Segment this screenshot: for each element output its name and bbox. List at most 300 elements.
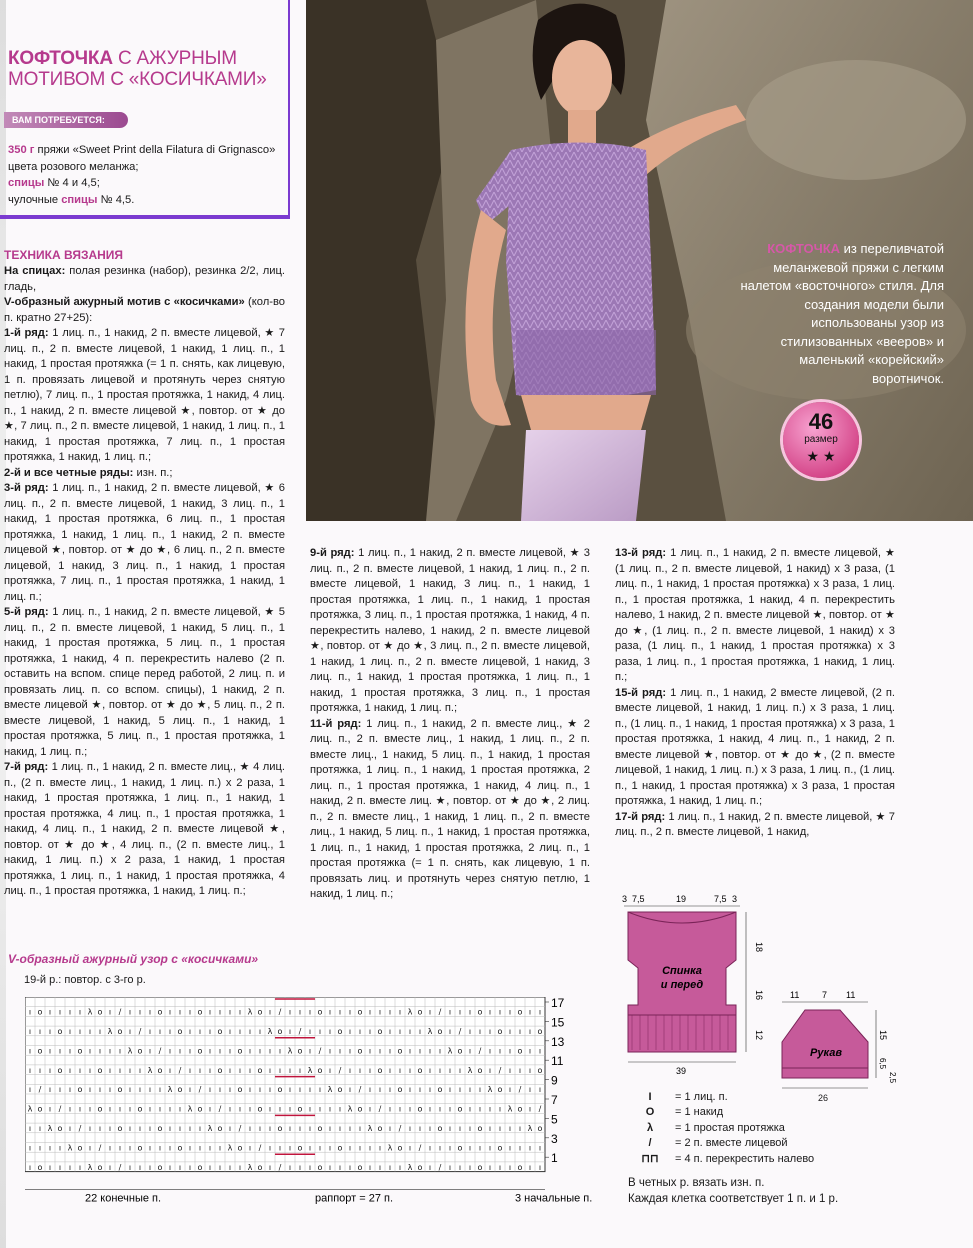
chart-cell: o bbox=[97, 1065, 103, 1075]
row-label: 3 bbox=[551, 1131, 558, 1146]
chart-cell: ı bbox=[48, 1007, 52, 1017]
chart-cell: / bbox=[78, 1123, 82, 1133]
chart-cell: ı bbox=[368, 1104, 372, 1114]
legend-symbol: ⊓⊓ bbox=[641, 1152, 659, 1165]
dim-top-3: 19 bbox=[676, 894, 687, 904]
chart-cell: / bbox=[118, 1162, 122, 1172]
chart-cell: o bbox=[397, 1143, 403, 1153]
chart-cell: / bbox=[538, 1104, 542, 1114]
chart-cell: o bbox=[497, 1085, 503, 1095]
chart-cell: ı bbox=[348, 1065, 352, 1075]
difficulty-stars: ★ ★ bbox=[806, 448, 836, 464]
chart-cell: ı bbox=[268, 1143, 272, 1153]
chart-cell: o bbox=[337, 1026, 343, 1036]
chart-cell: ı bbox=[278, 1046, 282, 1056]
chart-cell: ı bbox=[148, 1026, 152, 1036]
chart-cell: ı bbox=[448, 1104, 452, 1114]
chart-cell: ı bbox=[88, 1065, 92, 1075]
chart-cell: ı bbox=[528, 1007, 532, 1017]
legend-symbol: O bbox=[645, 1106, 655, 1119]
chart-cell: ı bbox=[288, 1143, 292, 1153]
chart-cell: ı bbox=[308, 1123, 312, 1133]
chart-cell: o bbox=[57, 1065, 63, 1075]
chart-cell: o bbox=[77, 1143, 83, 1153]
chart-cell: ı bbox=[288, 1065, 292, 1075]
technique-header: ТЕХНИКА ВЯЗАНИЯ bbox=[4, 248, 124, 262]
chart-cell: o bbox=[417, 1104, 423, 1114]
chart-cell: ı bbox=[468, 1143, 472, 1153]
chart-cell: ı bbox=[228, 1162, 232, 1172]
instruction-paragraph: 9-й ряд: 1 лиц. п., 1 накид, 2 п. вместе лицевой, ★ 3 лиц. п., 2 п. вместе лицевой, 1 накид, 1 лиц. п., 2 п. вместе лицевой, 1 накид, 3 лиц. п., 1 накид, 1 простая протяжка, 1 лиц. п., 1 накид, 1 простая протяжка, 3 лиц. п., 1 простая протяжка, 1 накид, 4 п. перекрестить налево, 1 накид, 2 п. вместе лицевой ★, повтор. от ★ до ★, 3 лиц. п., 2 п. вместе лицевой, 1 накид, 1 лиц. п., 2 п. вместе лицевой, 1 накид, 3 лиц. п., 1 накид, 1 простая протяжка, 1 лиц. п., 1 накид, 1 простая протяжка, 3 лиц. п., 1 простая протяжка, 1 накид, 1 лиц. п.; bbox=[310, 547, 590, 714]
legend-item bbox=[625, 1136, 814, 1151]
chart-cell: ı bbox=[338, 1104, 342, 1114]
chart-cell: ı bbox=[168, 1162, 172, 1172]
article-title: КОФТОЧКА С АЖУРНЫМ МОТИВОМ С «КОСИЧКАМИ» bbox=[8, 48, 267, 90]
instruction-paragraph: 2-й и все четные ряды: изн. п.; bbox=[4, 466, 173, 479]
chart-cell: ı bbox=[298, 1162, 302, 1172]
body-label-2: и перед bbox=[660, 979, 704, 991]
chart-cell: λ bbox=[487, 1085, 493, 1095]
chart-cell: ı bbox=[208, 1143, 212, 1153]
chart-cell: ı bbox=[78, 1007, 82, 1017]
legend-text: = 4 п. перекрестить налево bbox=[675, 1152, 815, 1165]
chart-cell: ı bbox=[58, 1046, 62, 1056]
chart-cell: / bbox=[438, 1162, 442, 1172]
chart-cell: ı bbox=[388, 1162, 392, 1172]
chart-cell: ı bbox=[48, 1104, 52, 1114]
chart-cell: ı bbox=[318, 1143, 322, 1153]
chart-cell: ı bbox=[528, 1085, 532, 1095]
chart-cell: ı bbox=[108, 1123, 112, 1133]
sleeve-label: Рукав bbox=[810, 1047, 842, 1059]
chart-cell: ı bbox=[98, 1123, 102, 1133]
chart-cell: ı bbox=[158, 1143, 162, 1153]
chart-cell: / bbox=[398, 1123, 402, 1133]
chart-cell: ı bbox=[258, 1046, 262, 1056]
chart-cell: ı bbox=[338, 1162, 342, 1172]
chart-cell: ı bbox=[448, 1123, 452, 1133]
chart-cell: λ bbox=[507, 1104, 513, 1114]
chart-cell: ı bbox=[538, 1085, 542, 1095]
chart-cell: ı bbox=[248, 1065, 252, 1075]
chart-cell: ı bbox=[478, 1143, 482, 1153]
chart-cell: ı bbox=[398, 1104, 402, 1114]
row-label: 1 bbox=[551, 1151, 558, 1166]
chart-cell: ı bbox=[298, 1065, 302, 1075]
chart-cell: ı bbox=[508, 1026, 512, 1036]
chart-cell: ı bbox=[328, 1143, 332, 1153]
chart-cell: ı bbox=[468, 1007, 472, 1017]
chart-cell: ı bbox=[308, 1026, 312, 1036]
chart-cell: λ bbox=[407, 1007, 413, 1017]
chart-cell: o bbox=[117, 1085, 123, 1095]
chart-cell: ı bbox=[308, 1143, 312, 1153]
chart-cell: ı bbox=[28, 1123, 32, 1133]
chart-note: 19-й р.: повтор. с 3-го р. bbox=[24, 974, 146, 986]
chart-cell: o bbox=[317, 1065, 323, 1075]
chart-cell: o bbox=[197, 1162, 203, 1172]
chart-cell: ı bbox=[298, 1123, 302, 1133]
chart-cell: o bbox=[237, 1143, 243, 1153]
chart-cell: ı bbox=[28, 1026, 32, 1036]
chart-cell: λ bbox=[187, 1104, 193, 1114]
chart-cell: ı bbox=[108, 1162, 112, 1172]
chart-cell: ı bbox=[138, 1085, 142, 1095]
chart-cell: ı bbox=[168, 1123, 172, 1133]
chart-cell: ı bbox=[148, 1143, 152, 1153]
chart-cell: ı bbox=[68, 1065, 72, 1075]
chart-cell: ı bbox=[138, 1007, 142, 1017]
chart-cell: o bbox=[437, 1026, 443, 1036]
materials-list: 350 г пряжи «Sweet Print della Filatura di Grignasco» цвета розового меланжа; спицы № 4 и 4,5; чулочные спицы № 4,5. bbox=[8, 144, 276, 206]
dim-top-4: 7,5 bbox=[714, 894, 727, 904]
chart-cell: / bbox=[138, 1026, 142, 1036]
chart-cell: o bbox=[97, 1007, 103, 1017]
chart-cell: / bbox=[358, 1085, 362, 1095]
chart-cell: ı bbox=[418, 1026, 422, 1036]
chart-cell: / bbox=[158, 1046, 162, 1056]
chart-cell: o bbox=[497, 1026, 503, 1036]
chart-cell: ı bbox=[488, 1007, 492, 1017]
chart-cell: ı bbox=[168, 1143, 172, 1153]
chart-cell: ı bbox=[178, 1046, 182, 1056]
chart-cell: ı bbox=[268, 1085, 272, 1095]
chart-cell: ı bbox=[458, 1162, 462, 1172]
chart-cell: ı bbox=[118, 1104, 122, 1114]
chart-cell: ı bbox=[268, 1065, 272, 1075]
chart-cell: ı bbox=[78, 1065, 82, 1075]
chart-cell: o bbox=[337, 1143, 343, 1153]
chart-cell: ı bbox=[68, 1026, 72, 1036]
chart-cell: ı bbox=[408, 1143, 412, 1153]
chart-cell: ı bbox=[188, 1007, 192, 1017]
chart-cell: λ bbox=[247, 1007, 253, 1017]
chart-cell: ı bbox=[78, 1162, 82, 1172]
chart-range-left: 22 конечные п. bbox=[85, 1192, 162, 1205]
chart-cell: o bbox=[457, 1104, 463, 1114]
chart-cell: ı bbox=[278, 1143, 282, 1153]
chart-cell: ı bbox=[148, 1085, 152, 1095]
chart-cell: ı bbox=[368, 1065, 372, 1075]
chart-cell: λ bbox=[347, 1104, 353, 1114]
chart-cell: ı bbox=[48, 1085, 52, 1095]
chart-cell: ı bbox=[218, 1162, 222, 1172]
chart-cell: ı bbox=[448, 1085, 452, 1095]
chart-cell: ı bbox=[138, 1162, 142, 1172]
chart-cell: ı bbox=[348, 1085, 352, 1095]
chart-cell: o bbox=[277, 1123, 283, 1133]
chart-cell: λ bbox=[387, 1143, 393, 1153]
chart-cell: ı bbox=[508, 1065, 512, 1075]
chart-cell: / bbox=[38, 1085, 42, 1095]
chart-cell: o bbox=[417, 1065, 423, 1075]
chart-cell: ı bbox=[428, 1104, 432, 1114]
chart-cell: o bbox=[357, 1162, 363, 1172]
dim-side-3: 12 bbox=[754, 1030, 764, 1041]
chart-cell: ı bbox=[328, 1007, 332, 1017]
chart-cell: ı bbox=[348, 1026, 352, 1036]
chart-cell: ı bbox=[508, 1007, 512, 1017]
chart-cell: / bbox=[338, 1065, 342, 1075]
chart-cell: ı bbox=[178, 1123, 182, 1133]
chart-cell: ı bbox=[388, 1046, 392, 1056]
chart-cell: / bbox=[118, 1007, 122, 1017]
chart-cell: ı bbox=[518, 1065, 522, 1075]
chart-cell: ı bbox=[498, 1046, 502, 1056]
chart-cell: ı bbox=[88, 1104, 92, 1114]
legend-text: = 1 простая протяжка bbox=[675, 1121, 785, 1134]
chart-cell: ı bbox=[178, 1162, 182, 1172]
chart-cell: o bbox=[197, 1104, 203, 1114]
chart-cell: o bbox=[517, 1162, 523, 1172]
chart-cell: ı bbox=[238, 1007, 242, 1017]
symbol-legend bbox=[625, 1090, 814, 1167]
chart-cell: o bbox=[537, 1123, 543, 1133]
chart-cell: ı bbox=[178, 1007, 182, 1017]
chart-cell: ı bbox=[218, 1007, 222, 1017]
chart-cell: ı bbox=[188, 1123, 192, 1133]
chart-cell: o bbox=[517, 1104, 523, 1114]
chart-range-middle: раппорт = 27 п. bbox=[315, 1192, 394, 1205]
chart-cell: ı bbox=[248, 1123, 252, 1133]
chart-cell: ı bbox=[458, 1085, 462, 1095]
dim-sleeve-side-2: 6,5 bbox=[878, 1058, 887, 1070]
chart-cell: ı bbox=[358, 1123, 362, 1133]
row-label: 17 bbox=[551, 997, 565, 1010]
legend-symbol: I bbox=[648, 1091, 652, 1103]
chart-cell: o bbox=[537, 1065, 543, 1075]
chart-cell: / bbox=[278, 1007, 282, 1017]
chart-cell: ı bbox=[528, 1162, 532, 1172]
chart-cell: ı bbox=[338, 1007, 342, 1017]
chart-cell: ı bbox=[118, 1143, 122, 1153]
chart-cell: ı bbox=[208, 1104, 212, 1114]
chart-cell: ı bbox=[208, 1046, 212, 1056]
chart-cell: ı bbox=[368, 1026, 372, 1036]
chart-footnote bbox=[628, 1176, 838, 1207]
chart-cell: ı bbox=[318, 1104, 322, 1114]
chart-cell: ı bbox=[448, 1162, 452, 1172]
dim-top-2: 7,5 bbox=[632, 894, 645, 904]
chart-cell: ı bbox=[158, 1104, 162, 1114]
chart-cell: λ bbox=[227, 1143, 233, 1153]
chart-cell: ı bbox=[58, 1085, 62, 1095]
chart-cell: ı bbox=[228, 1085, 232, 1095]
chart-cell: o bbox=[157, 1123, 163, 1133]
chart-cell: ı bbox=[218, 1143, 222, 1153]
chart-cell: ı bbox=[138, 1123, 142, 1133]
chart-cell: ı bbox=[538, 1143, 542, 1153]
chart-cell: ı bbox=[258, 1026, 262, 1036]
chart-cell: ı bbox=[128, 1143, 132, 1153]
chart-cell: ı bbox=[498, 1162, 502, 1172]
chart-cell: ı bbox=[328, 1026, 332, 1036]
chart-cell: ı bbox=[358, 1065, 362, 1075]
chart-cell: ı bbox=[468, 1162, 472, 1172]
chart-cell: ı bbox=[338, 1123, 342, 1133]
chart-cell: ı bbox=[398, 1007, 402, 1017]
chart-cell: o bbox=[397, 1085, 403, 1095]
chart-cell: ı bbox=[518, 1143, 522, 1153]
chart-cell: ı bbox=[348, 1162, 352, 1172]
chart-cell: ı bbox=[268, 1123, 272, 1133]
chart-cell: ı bbox=[148, 1007, 152, 1017]
row-label: 13 bbox=[551, 1034, 565, 1049]
chart-cell: ı bbox=[138, 1065, 142, 1075]
chart-cell: o bbox=[317, 1123, 323, 1133]
chart-cell: ı bbox=[238, 1104, 242, 1114]
chart-cell: ı bbox=[468, 1026, 472, 1036]
instruction-paragraph: V-образный ажурный мотив с «косичками» (кол-во п. кратно 27+25): bbox=[4, 296, 286, 324]
chart-cell: ı bbox=[108, 1085, 112, 1095]
chart-cell: ı bbox=[228, 1007, 232, 1017]
chart-cell: ı bbox=[408, 1026, 412, 1036]
chart-cell: o bbox=[317, 1007, 323, 1017]
chart-cell: ı bbox=[348, 1143, 352, 1153]
chart-cell: ı bbox=[438, 1046, 442, 1056]
chart-cell: ı bbox=[148, 1123, 152, 1133]
chart-cell: ı bbox=[238, 1026, 242, 1036]
dim-top-5: 3 bbox=[732, 894, 738, 904]
chart-cell: ı bbox=[528, 1026, 532, 1036]
chart-cell: ı bbox=[198, 1143, 202, 1153]
chart-cell: o bbox=[257, 1065, 263, 1075]
chart-cell: o bbox=[357, 1046, 363, 1056]
chart-cell: ı bbox=[318, 1085, 322, 1095]
legend-text: = 1 накид bbox=[675, 1106, 724, 1119]
chart-cell: ı bbox=[368, 1162, 372, 1172]
chart-cell: / bbox=[238, 1123, 242, 1133]
chart-cell: ı bbox=[228, 1104, 232, 1114]
chart-cell: ı bbox=[468, 1085, 472, 1095]
chart-cell: ı bbox=[318, 1026, 322, 1036]
chart-cell: o bbox=[37, 1046, 43, 1056]
chart-cell: ı bbox=[488, 1162, 492, 1172]
chart-cell: ı bbox=[268, 1007, 272, 1017]
chart-cell: o bbox=[457, 1046, 463, 1056]
legend-item bbox=[625, 1121, 814, 1136]
chart-cell: ı bbox=[58, 1007, 62, 1017]
chart-cell: ı bbox=[498, 1123, 502, 1133]
chart-cell: ı bbox=[28, 1046, 32, 1056]
chart-cell: ı bbox=[238, 1065, 242, 1075]
chart-cell: ı bbox=[208, 1065, 212, 1075]
chart-cell: ı bbox=[408, 1065, 412, 1075]
chart-cell: ı bbox=[168, 1026, 172, 1036]
chart-cell: o bbox=[337, 1085, 343, 1095]
chart-cell: λ bbox=[267, 1026, 273, 1036]
chart-cell: ı bbox=[148, 1104, 152, 1114]
chart-cell: λ bbox=[427, 1026, 433, 1036]
chart-cell: ı bbox=[368, 1007, 372, 1017]
dim-sleeve-top-1: 11 bbox=[790, 990, 800, 1000]
chart-cell: ı bbox=[298, 1085, 302, 1095]
chart-cell: o bbox=[297, 1104, 303, 1114]
chart-cell: ı bbox=[128, 1104, 132, 1114]
chart-cell: ı bbox=[248, 1046, 252, 1056]
chart-cell: ı bbox=[428, 1123, 432, 1133]
chart-range-right: 3 начальные п. bbox=[515, 1192, 593, 1205]
chart-cell: ı bbox=[438, 1065, 442, 1075]
chart-cell: ı bbox=[478, 1085, 482, 1095]
chart-cell: / bbox=[58, 1104, 62, 1114]
chart-cell: ı bbox=[478, 1026, 482, 1036]
chart-cell: ı bbox=[378, 1007, 382, 1017]
chart-cell: ı bbox=[168, 1065, 172, 1075]
chart-cell: o bbox=[97, 1162, 103, 1172]
chart-cell: λ bbox=[87, 1162, 93, 1172]
chart-cell: ı bbox=[208, 1162, 212, 1172]
chart-cell: ı bbox=[348, 1123, 352, 1133]
chart-cell: ı bbox=[188, 1065, 192, 1075]
chart-cell: o bbox=[117, 1026, 123, 1036]
body-label-1: Спинка bbox=[662, 965, 702, 977]
chart-cell: ı bbox=[378, 1143, 382, 1153]
chart-cell: ı bbox=[248, 1085, 252, 1095]
chart-cell: ı bbox=[228, 1026, 232, 1036]
chart-cell: ı bbox=[308, 1007, 312, 1017]
chart-cell: ı bbox=[258, 1123, 262, 1133]
chart-cell: ı bbox=[128, 1026, 132, 1036]
chart-cell: ı bbox=[228, 1046, 232, 1056]
chart-cell: ı bbox=[418, 1085, 422, 1095]
chart-cell: ı bbox=[308, 1104, 312, 1114]
chart-cell: λ bbox=[47, 1123, 53, 1133]
chart-cell: o bbox=[517, 1007, 523, 1017]
chart-cell: ı bbox=[538, 1046, 542, 1056]
chart-cell: ı bbox=[388, 1065, 392, 1075]
chart-cell: λ bbox=[447, 1046, 453, 1056]
materials-box-rule bbox=[288, 0, 290, 215]
chart-cell: / bbox=[478, 1046, 482, 1056]
chart-cell: o bbox=[117, 1123, 123, 1133]
chart-cell: ı bbox=[268, 1046, 272, 1056]
chart-cell: ı bbox=[68, 1046, 72, 1056]
instruction-paragraph: 3-й ряд: 1 лиц. п., 1 накид, 2 п. вместе лицевой, ★ 6 лиц. п., 2 п. вместе лицевой, 1 накид, 3 лиц. п., 1 накид, 1 простая протяжка, 6 лиц. п., 1 простая протяжка, 1 накид, 1 лиц. п., 1 накид, 2 п. вместе лицевой ★, повтор. от ★ до ★, 6 лиц. п., 2 п. вместе лицевой, 1 накид, 3 лиц. п., 1 накид, 1 простая протяжка, 7 лиц. п., 1 простая протяжка, 1 накид, 1 лиц. п.; bbox=[4, 482, 285, 603]
chart-cell: ı bbox=[508, 1123, 512, 1133]
chart-cell: / bbox=[438, 1007, 442, 1017]
chart-cell: o bbox=[297, 1046, 303, 1056]
chart-cell: ı bbox=[28, 1143, 32, 1153]
chart-cell: ı bbox=[428, 1007, 432, 1017]
chart-cell: o bbox=[57, 1026, 63, 1036]
chart-cell: ı bbox=[68, 1104, 72, 1114]
chart-cell: λ bbox=[107, 1026, 113, 1036]
chart-cell: ı bbox=[368, 1143, 372, 1153]
chart-cell: ı bbox=[508, 1085, 512, 1095]
chart-cell: ı bbox=[288, 1123, 292, 1133]
row-label: 15 bbox=[551, 1015, 565, 1030]
chart-cell: o bbox=[457, 1143, 463, 1153]
dim-side-1: 18 bbox=[754, 942, 764, 953]
chart-cell: ı bbox=[488, 1143, 492, 1153]
chart-cell: o bbox=[217, 1026, 223, 1036]
technique-column-1 bbox=[4, 264, 285, 900]
chart-cell: o bbox=[137, 1143, 143, 1153]
chart-cell: o bbox=[537, 1026, 543, 1036]
row-label: 11 bbox=[551, 1054, 564, 1069]
size-label: размер bbox=[804, 434, 838, 445]
chart-cell: ı bbox=[88, 1085, 92, 1095]
chart-cell: ı bbox=[418, 1046, 422, 1056]
chart-cell: o bbox=[477, 1007, 483, 1017]
chart-cell: ı bbox=[458, 1065, 462, 1075]
chart-cell: ı bbox=[538, 1007, 542, 1017]
instruction-paragraph: 5-й ряд: 1 лиц. п., 1 накид, 2 п. вместе лицевой, ★ 5 лиц. п., 2 п. вместе лицевой, 1 накид, 5 лиц. п., 1 накид, 1 простая протяжка, 5 лиц. п., 1 простая протяжка, 1 накид, 4 п. перекрестить налево (2 п. оставить на вспом. спице перед работой, 2 лиц. п. и провязать лиц. п. со вспом. спицы), 1 накид, 2 п. вместе лицевой ★, повтор. от ★ до ★, 5 лиц. п., 2 п. вместе лицевой, 1 накид, 5 лиц. п., 1 накид, 1 простая протяжка, 5 лиц. п., 1 простая протяжка, 1 накид, 1 лиц. п.; bbox=[4, 606, 285, 758]
chart-cell: ı bbox=[68, 1123, 72, 1133]
chart-cell: λ bbox=[367, 1123, 373, 1133]
chart-cell: / bbox=[498, 1065, 502, 1075]
